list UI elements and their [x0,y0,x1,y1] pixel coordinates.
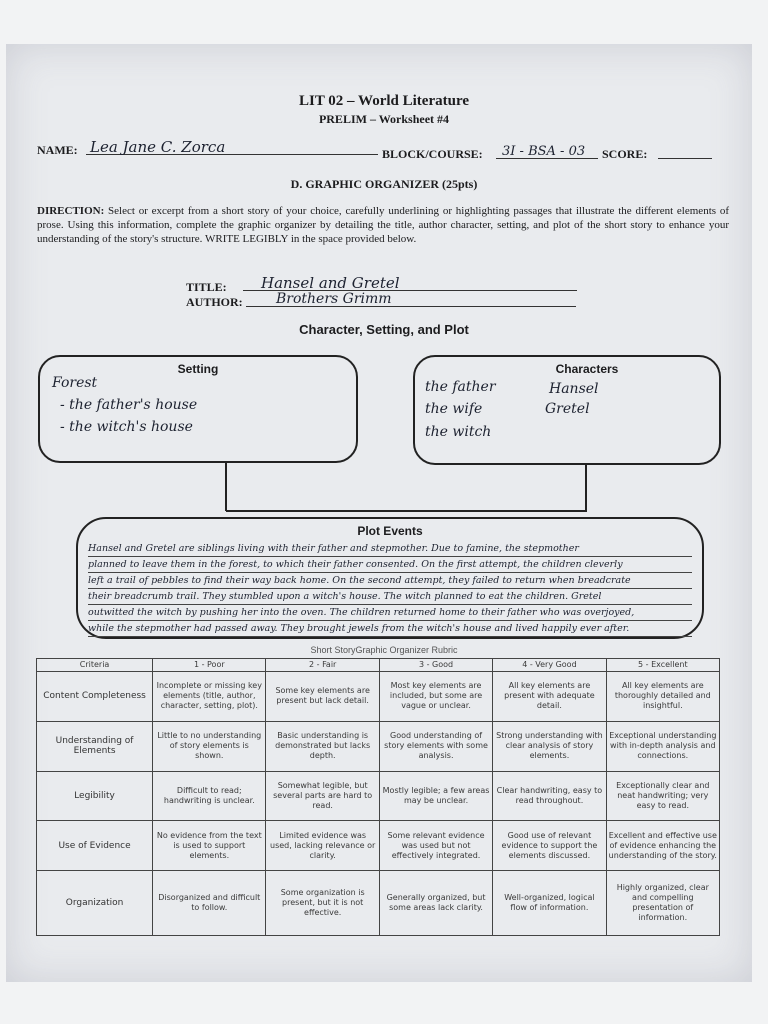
rubric-cell: Excellent and effective use of evidence enhancing the understanding of the story. [606,821,719,871]
rubric-cell: Exceptional understanding with in-depth analysis and connections. [606,721,719,771]
rubric-cell: No evidence from the text is used to support elements. [153,821,266,871]
rubric-criteria: Organization [37,871,153,936]
setting-line: - the witch's house [60,419,193,435]
connector-line [585,463,587,511]
rubric-cell: Little to no understanding of story elements is shown. [153,721,266,771]
setting-heading: Setting [177,362,219,376]
story-author-value: Brothers Grimm [276,291,392,307]
setting-box [38,355,358,463]
plot-line: their breadcrumb trail. They stumbled upon a witch's house. The witch planned to eat the children. Gretel [88,589,692,605]
rubric-header: 3 - Good [379,659,492,672]
characters-heading: Characters [555,362,619,376]
plot-line: Hansel and Gretel are siblings living with their father and stepmother. Due to famine, the stepmother [88,541,692,557]
rubric-header: 2 - Fair [266,659,379,672]
rubric-cell: Good use of relevant evidence to support the elements discussed. [493,821,606,871]
rubric-cell: Difficult to read; handwriting is unclear. [153,771,266,821]
block-course-value: 3I - BSA - 03 [502,144,586,159]
name-value: Lea Jane C. Zorca [90,138,226,156]
rubric-row [37,721,720,771]
plot-line: outwitted the witch by pushing her into the oven. The children returned home to their father who was overjoyed, [88,605,692,621]
organizer-heading: Character, Setting, and Plot [299,322,469,337]
rubric-row [37,821,720,871]
block-course-field[interactable] [496,142,598,159]
rubric-criteria: Understanding of Elements [37,721,153,771]
name-field[interactable] [86,138,378,155]
rubric-criteria: Legibility [37,771,153,821]
character-name: the wife [425,401,483,417]
character-name: the father [425,379,496,395]
score-field[interactable] [658,142,712,159]
plot-events-box [76,517,704,639]
story-author-field[interactable] [246,290,576,307]
rubric-header: 1 - Poor [153,659,266,672]
rubric-cell: Disorganized and difficult to follow. [153,871,266,936]
rubric-cell: Exceptionally clear and neat handwriting; very easy to read. [606,771,719,821]
plot-line: planned to leave them in the forest, to which their father consented. On the first attempt, the children cleverly [88,557,692,573]
rubric-row [37,871,720,936]
character-name: the witch [425,424,492,440]
rubric-cell: Well-organized, logical flow of information. [493,871,606,936]
plot-line: left a trail of pebbles to find their way back home. On the second attempt, they failed to return when breadcrate [88,573,692,589]
setting-line: - the father's house [60,397,198,413]
setting-line: Forest [52,375,98,391]
connector-line [225,461,227,511]
rubric-cell: Some relevant evidence was used but not effectively integrated. [379,821,492,871]
character-name: Gretel [545,401,590,417]
rubric-cell: Mostly legible; a few areas may be unclear. [379,771,492,821]
rubric-header: Criteria [37,659,153,672]
characters-box [413,355,721,465]
section-title: D. GRAPHIC ORGANIZER (25pts) [290,177,478,191]
story-title-value: Hansel and Gretel [261,274,400,292]
rubric-cell: All key elements are present with adequate detail. [493,672,606,722]
direction-paragraph [37,204,729,246]
plot-events-heading: Plot Events [357,524,423,538]
rubric-row [37,672,720,722]
rubric-cell: Limited evidence was used, lacking relevance or clarity. [266,821,379,871]
rubric-cell: Most key elements are included, but some are vague or unclear. [379,672,492,722]
rubric-title: Short StoryGraphic Organizer Rubric [310,645,458,655]
rubric-cell: Somewhat legible, but several parts are hard to read. [266,771,379,821]
rubric-cell: Good understanding of story elements with some analysis. [379,721,492,771]
rubric-cell: All key elements are thoroughly detailed and insightful. [606,672,719,722]
rubric-header: 5 - Excellent [606,659,719,672]
rubric-cell: Incomplete or missing key elements (title, author, character, setting, plot). [153,672,266,722]
character-name: Hansel [549,381,599,397]
rubric-cell: Some organization is present, but it is not effective. [266,871,379,936]
score-label: SCORE: [602,147,648,161]
rubric-cell: Generally organized, but some areas lack clarity. [379,871,492,936]
rubric-cell: Clear handwriting, easy to read throughout. [493,771,606,821]
rubric-header-row [37,659,720,672]
rubric-criteria: Use of Evidence [37,821,153,871]
story-title-label: TITLE: [186,280,227,294]
name-label: NAME: [37,143,78,157]
rubric-criteria: Content Completeness [37,672,153,722]
rubric-header: 4 - Very Good [493,659,606,672]
story-author-label: AUTHOR: [186,295,243,309]
rubric-cell: Some key elements are present but lack detail. [266,672,379,722]
worksheet-title: PRELIM – Worksheet #4 [318,112,450,126]
rubric-cell: Basic understanding is demonstrated but lacks depth. [266,721,379,771]
rubric-table [36,658,720,936]
story-title-field[interactable] [243,274,577,291]
rubric-row [37,771,720,821]
connector-line [226,510,587,512]
direction-label: DIRECTION: [37,205,105,217]
block-course-label: BLOCK/COURSE: [382,147,483,161]
direction-text: Select or excerpt from a short story of your choice, carefully underlining or highlighting passages that illustrate the different elements of prose. Using this information, complete the graphic organizer by detailing the title, author character, setting, and plot of the short story to enhance your understanding of the story's structure. WRITE LEGIBLY in the space provided below. [37,205,729,245]
rubric-cell: Strong understanding with clear analysis of story elements. [493,721,606,771]
plot-events-text [88,541,692,637]
course-title: LIT 02 – World Literature [298,93,469,109]
plot-line: while the stepmother had passed away. They brought jewels from the witch's house and lived happily ever after. [88,621,692,637]
rubric-cell: Highly organized, clear and compelling presentation of information. [606,871,719,936]
